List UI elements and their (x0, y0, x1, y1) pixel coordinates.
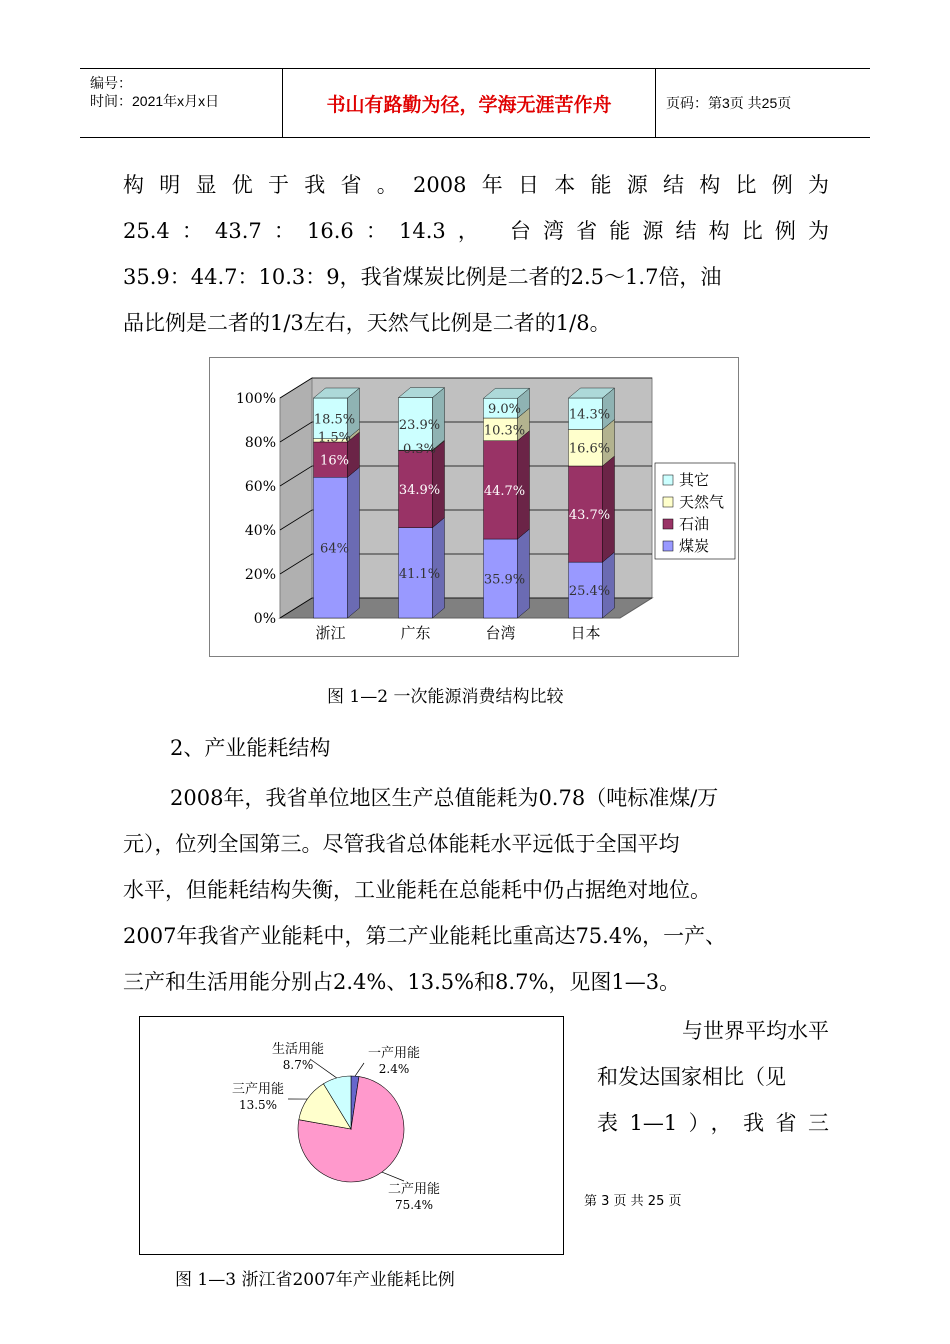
para1-line1: 构明显优于我省。2008年日本能源结构比例为 (123, 173, 829, 197)
data-label: 35.9% (483, 572, 526, 588)
data-label: 18.5% (313, 412, 356, 428)
slice-name-label: 一产用能 (367, 1046, 421, 1061)
para2-line4: 2007年我省产业能耗中，第二产业能耗比重高达75.4%，一产、 (123, 924, 727, 948)
legend-label: 天然气 (679, 493, 725, 511)
leader-line (382, 1172, 404, 1181)
data-label: 43.7% (568, 508, 611, 524)
date-label: 时间：2021年x月x日 (90, 93, 220, 109)
data-label: 1.5% (317, 430, 352, 446)
para2-line5: 三产和生活用能分别占2.4%、13.5%和8.7%，见图1—3。 (123, 970, 681, 994)
data-label: 23.9% (398, 417, 441, 433)
side-text-line1: 与世界平均水平 (682, 1019, 829, 1043)
number-label: 编号： (90, 75, 132, 91)
para1-line4: 品比例是二者的1/3左右，天然气比例是二者的1/8。 (123, 311, 611, 335)
y-tick-label: 60% (244, 479, 276, 495)
header-page-info: 页码：第3页 共25页 (666, 95, 792, 111)
figure1-caption: 图 1—2 一次能源消费结构比较 (327, 687, 564, 707)
para1-line2: 25.4：43.7：16.6：14.3， 台湾省能源结构比例为 (123, 219, 829, 243)
data-label: 14.3% (568, 407, 611, 423)
y-tick-label: 20% (244, 567, 276, 583)
para2-line1: 2008年，我省单位地区生产总值能耗为0.78（吨标准煤/万 (170, 786, 719, 810)
energy-structure-chart-svg (210, 358, 738, 656)
data-label: 0.3% (402, 442, 437, 458)
leader-line (310, 1059, 337, 1078)
y-tick-label: 40% (244, 523, 276, 539)
chart-legend (655, 463, 735, 559)
leader-line (355, 1063, 364, 1076)
data-label: 25.4% (568, 584, 611, 600)
section2-title: 2、产业能耗结构 (170, 736, 331, 760)
legend-swatch (663, 519, 673, 529)
y-tick-label: 80% (244, 435, 276, 451)
industry-energy-pie-chart (139, 1016, 564, 1255)
data-label: 44.7% (483, 483, 526, 499)
bar-segment-side (348, 467, 360, 618)
data-label: 9.0% (487, 402, 522, 418)
plot-side-wall (280, 378, 312, 618)
slice-name-label: 二产用能 (387, 1182, 441, 1197)
slice-value-label: 75.4% (394, 1198, 434, 1212)
side-text-line2: 和发达国家相比（见 (597, 1065, 786, 1089)
x-category-label: 浙江 (315, 624, 346, 642)
legend-swatch (663, 497, 673, 507)
para2-line2: 元），位列全国第三。尽管我省总体能耗水平远低于全国平均 (123, 832, 680, 856)
data-label: 16% (320, 453, 349, 469)
slice-name-label: 三产用能 (231, 1082, 285, 1097)
slice-value-label: 8.7% (282, 1058, 314, 1072)
header-motto: 书山有路勤为径，学海无涯苦作舟 (283, 69, 656, 137)
para1-line3: 35.9：44.7：10.3：9，我省煤炭比例是二者的2.5～1.7倍，油 (123, 265, 722, 289)
slice-name-label: 生活用能 (271, 1042, 325, 1057)
slice-value-label: 2.4% (378, 1062, 410, 1076)
legend-swatch (663, 541, 673, 551)
energy-structure-chart (209, 357, 739, 657)
page-header (80, 68, 870, 138)
legend-label: 其它 (679, 471, 710, 489)
data-label: 64% (320, 541, 349, 557)
legend-label: 煤炭 (679, 537, 710, 555)
y-tick-label: 100% (235, 391, 276, 407)
side-text-line3: 表1—1），我省三 (597, 1111, 829, 1135)
para2-line3: 水平，但能耗结构失衡，工业能耗在总能耗中仍占据绝对地位。 (123, 878, 711, 902)
legend-label: 石油 (679, 515, 710, 533)
slice-value-label: 13.5% (238, 1098, 278, 1112)
page-footer: 第 3 页 共 25 页 (584, 1194, 682, 1209)
data-label: 41.1% (398, 566, 441, 582)
header-left-cell (80, 69, 283, 137)
data-label: 10.3% (483, 423, 526, 439)
x-category-label: 日本 (570, 624, 601, 642)
data-label: 16.6% (568, 441, 611, 457)
legend-swatch (663, 475, 673, 485)
x-category-label: 台湾 (485, 624, 516, 642)
industry-energy-pie-svg (140, 1017, 563, 1254)
figure2-caption: 图 1—3 浙江省2007年产业能耗比例 (175, 1270, 455, 1290)
x-category-label: 广东 (400, 624, 431, 642)
y-tick-label: 0% (253, 611, 276, 627)
data-label: 34.9% (398, 483, 441, 499)
